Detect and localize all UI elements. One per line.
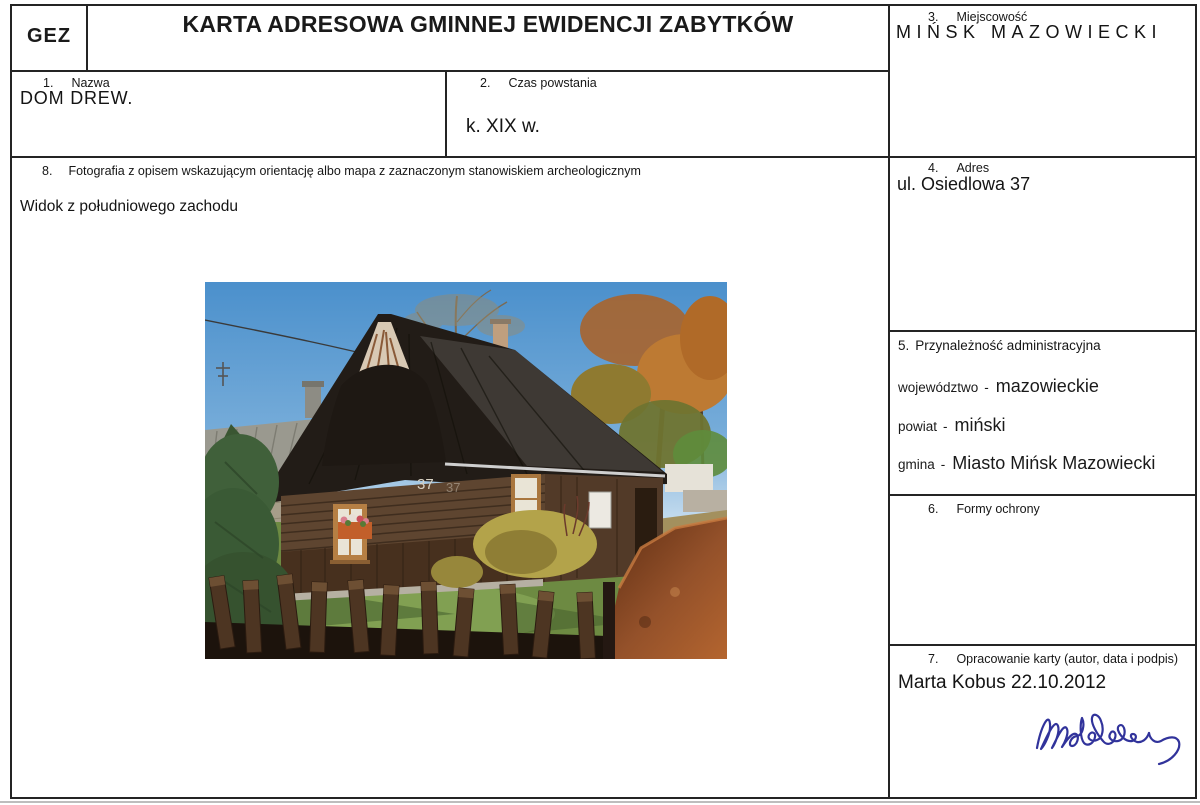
page-title: KARTA ADRESOWA GMINNEJ EWIDENCJI ZABYTKÓW: [182, 11, 794, 37]
photo-caption: Widok z południowego zachodu: [20, 198, 238, 215]
card-sheet: [10, 4, 1197, 799]
scan-edge: [0, 801, 1200, 803]
admin-row-gmina: gmina - Miasto Mińsk Mazowiecki: [898, 453, 1156, 473]
author-date-value: Marta Kobus 22.10.2012: [898, 672, 1107, 693]
title-cell: [88, 6, 888, 72]
section-adres: [890, 158, 1195, 332]
section-number: 5.: [898, 338, 910, 353]
section-formy-label: 6. Formy ochrony: [928, 502, 1040, 516]
admin-row-wojewodztwo: województwo - mazowieckie: [898, 376, 1099, 396]
house-photo-illustration: [205, 282, 727, 659]
house-number-faded: 37: [446, 480, 461, 495]
section-fotografia: [12, 158, 888, 797]
section-number: 3.: [928, 10, 939, 24]
nazwa-value: DOM DREW.: [20, 88, 134, 108]
section-number: 1.: [43, 76, 54, 90]
section-czas-label: 2. Czas powstania: [480, 76, 597, 90]
section-czas-powstania: [447, 72, 888, 158]
section-opracowanie-label: 7. Opracowanie karty (autor, data i podpis): [928, 652, 1179, 666]
photo-white-panel: [589, 492, 611, 528]
section-nazwa-label: 1. Nazwa: [43, 76, 110, 90]
section-number: 8.: [42, 164, 53, 178]
section-przynaleznosc: [890, 332, 1195, 496]
section-miejscowosc: [890, 6, 1195, 158]
gez-code: GEZ: [26, 25, 72, 47]
admin-row-powiat: powiat - miński: [898, 415, 1006, 435]
adres-value: ul. Osiedlowa 37: [897, 174, 1031, 194]
czas-value: k. XIX w.: [466, 116, 540, 137]
section-opracowanie: [890, 646, 1195, 797]
house-photo: [205, 282, 727, 659]
miejscowosc-value: MIŃSK MAZOWIECKI: [896, 22, 1163, 42]
right-column: [888, 6, 1195, 797]
signature-handwriting: [1029, 696, 1187, 775]
section-przynaleznosc-label: 5. Przynależność administracyjna: [898, 338, 1101, 353]
section-number: 2.: [480, 76, 491, 90]
section-adres-label: 4. Adres: [928, 161, 990, 175]
gez-code-cell: [12, 6, 88, 72]
section-nazwa: [12, 72, 447, 158]
section-foto-label: 8. Fotografia z opisem wskazującym orientację albo mapa z zaznaczonym stanowiskiem archeologicznym: [42, 164, 641, 178]
section-number: 7.: [928, 652, 939, 666]
section-miejscowosc-label: 3. Miejscowość: [928, 10, 1028, 24]
section-formy-ochrony: [890, 496, 1195, 646]
section-number: 6.: [928, 502, 939, 516]
house-number: 37: [417, 476, 434, 493]
section-number: 4.: [928, 161, 939, 175]
